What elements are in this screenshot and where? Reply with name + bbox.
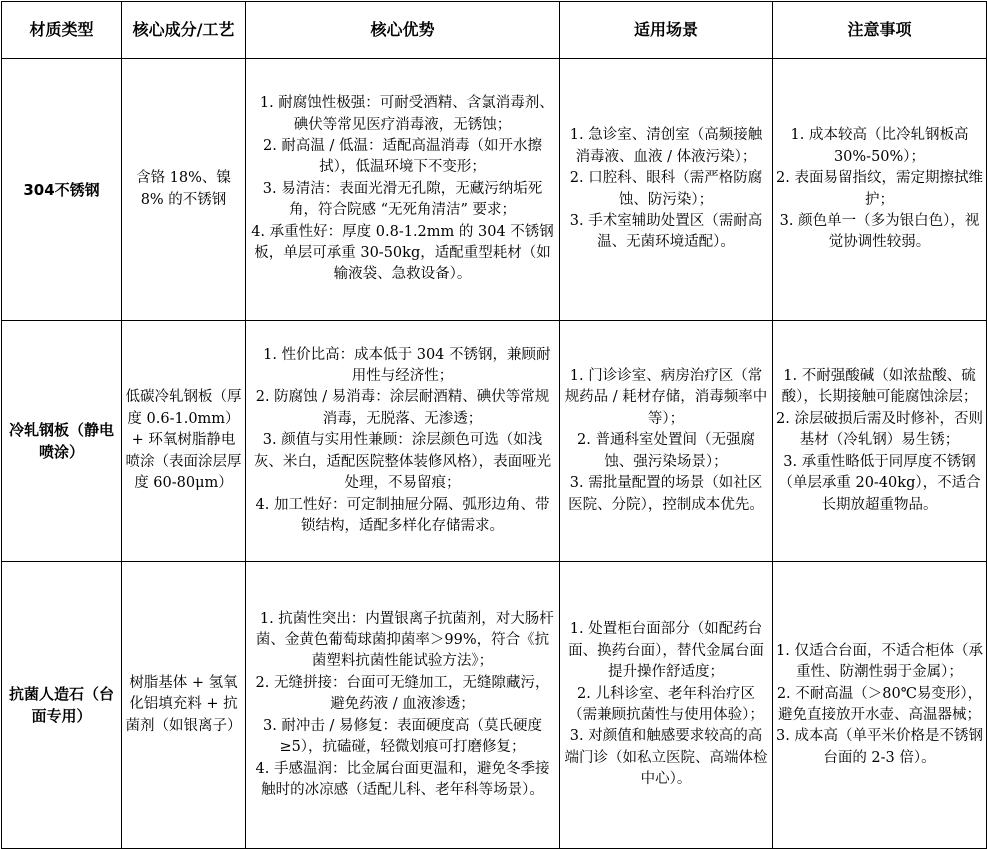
advantage-item: 4. 加工性好：可定制抽屉分隔、弧形边角、带锁结构，适配多样化存储需求。 [255, 496, 550, 534]
composition-cell: 含铬 18%、镍 8% 的不锈钢 [122, 59, 246, 321]
table-header-row [2, 2, 987, 59]
header-composition: 核心成分/工艺 [122, 2, 246, 59]
table-row [2, 59, 987, 321]
advantage-item: 3. 易清洁：表面光滑无孔隙，无藏污纳垢死角，符合院感 “无死角清洁” 要求； [262, 180, 543, 219]
composition-cell: 低碳冷轧钢板（厚度 0.6-1.0mm）+ 环氧树脂静电喷涂（表面涂层厚度 60-80μm） [122, 321, 246, 562]
scenarios-cell [560, 562, 773, 849]
advantage-item: 3. 耐冲击 / 易修复：表面硬度高（莫氏硬度≥5），抗磕碰，轻微划痕可打磨修复； [262, 717, 543, 756]
material-name: 304不锈钢 [2, 59, 122, 321]
advantage-item: 1. 抗菌性突出：内置银离子抗菌剂，对大肠杆菌、金黄色葡萄球菌抑菌率＞99%，符合《抗菌塑料抗菌性能试验方法》； [255, 610, 554, 670]
advantage-item: 2. 无缝拼接：台面可无缝加工，无缝隙藏污，避免药液 / 血液渗透； [255, 674, 550, 713]
scenario-item: 2. 口腔科、眼科（需严格防腐蚀、防污染）； [569, 170, 763, 208]
advantage-item: 4. 手感温润：比金属台面更温和，避免冬季接触时的冰凉感（适配儿科、老年科等场景）。 [255, 760, 550, 798]
advantage-item: 2. 防腐蚀 / 易消毒：涂层耐酒精、碘伏等常规消毒，无脱落、无渗透； [255, 389, 550, 427]
advantage-item: 4. 承重性好：厚度 0.8-1.2mm 的 304 不锈钢板，单层可承重 30-50kg，适配重型耗材（如输液袋、急救设备）。 [251, 223, 554, 283]
advantages-cell [246, 562, 560, 849]
note-item: 1. 成本较高（比冷轧钢板高 30%-50%）； [790, 127, 969, 165]
material-comparison-table [1, 1, 987, 849]
scenario-item: 2. 普通科室处置间（无强腐蚀、强污染场景）； [577, 432, 755, 470]
notes-cell [773, 562, 987, 849]
composition-cell: 树脂基体 + 氢氧化铝填充料 + 抗菌剂（如银离子） [122, 562, 246, 849]
scenario-item: 1. 急诊室、清创室（高频接触消毒液、血液 / 体液污染）； [569, 127, 763, 165]
scenario-item: 2. 儿科诊室、老年科治疗区（需兼顾抗菌性与使用体验）； [568, 685, 764, 723]
table-row [2, 321, 987, 562]
note-item: 1. 仅适合台面，不适合柜体（承重性、防潮性弱于金属）； [776, 642, 983, 681]
header-notes: 注意事项 [773, 2, 987, 59]
note-item: 2. 表面易留指纹，需定期擦拭维护； [776, 170, 983, 208]
scenario-item: 3. 手术室辅助处置区（需耐高温、无菌环境适配）。 [569, 212, 763, 251]
advantage-item: 1. 耐腐蚀性极强：可耐受酒精、含氯消毒剂、碘伏等常见医疗消毒液，无锈蚀； [259, 95, 554, 133]
scenarios-cell [560, 59, 773, 321]
advantage-item: 2. 耐高温 / 低温：适配高温消毒（如开水擦拭），低温环境下不变形； [262, 137, 543, 176]
header-material-type: 材质类型 [2, 2, 122, 59]
notes-cell [773, 59, 987, 321]
note-item: 3. 颜色单一（多为银白色），视觉协调性较弱。 [779, 212, 980, 251]
header-scenarios: 适用场景 [560, 2, 773, 59]
advantage-item: 3. 颜值与实用性兼顾：涂层颜色可选（如浅灰、米白，适配医院整体装修风格），表面哑光处理，不易留痕； [253, 432, 552, 492]
notes-cell [773, 321, 987, 562]
advantages-cell [246, 321, 560, 562]
note-item: 1. 不耐强酸碱（如浓盐酸、硫酸），长期接触可能腐蚀涂层； [781, 368, 978, 406]
scenarios-cell [560, 321, 773, 562]
note-item: 3. 成本高（单平米价格是不锈钢台面的 2-3 倍）。 [776, 728, 983, 766]
note-item: 3. 承重性略低于同厚度不锈钢（单层承重 20-40kg），不适合长期放超重物品。 [778, 453, 981, 513]
scenario-item: 3. 对颜值和触感要求较高的高端门诊（如私立医院、高端体检中心）。 [564, 728, 768, 788]
advantages-cell [246, 59, 560, 321]
material-name: 抗菌人造石（台面专用） [2, 562, 122, 849]
scenario-item: 1. 处置柜台面部分（如配药台面、换药台面），替代金属台面提升操作舒适度； [568, 621, 764, 681]
scenario-item: 3. 需批量配置的场景（如社区医院、分院），控制成本优先。 [568, 475, 764, 513]
scenario-item: 1. 门诊诊室、病房治疗区（常规药品 / 耗材存储，消毒频率中等）； [564, 368, 768, 427]
header-advantages: 核心优势 [246, 2, 560, 59]
material-name: 冷轧钢板（静电喷涂） [2, 321, 122, 562]
advantage-item: 1. 性价比高：成本低于 304 不锈钢，兼顾耐用性与经济性； [263, 346, 551, 385]
table-row [2, 562, 987, 849]
note-item: 2. 涂层破损后需及时修补，否则基材（冷轧钢）易生锈； [776, 410, 983, 449]
note-item: 2. 不耐高温（＞80℃易变形），避免直接放开水壶、高温器械； [776, 685, 983, 723]
